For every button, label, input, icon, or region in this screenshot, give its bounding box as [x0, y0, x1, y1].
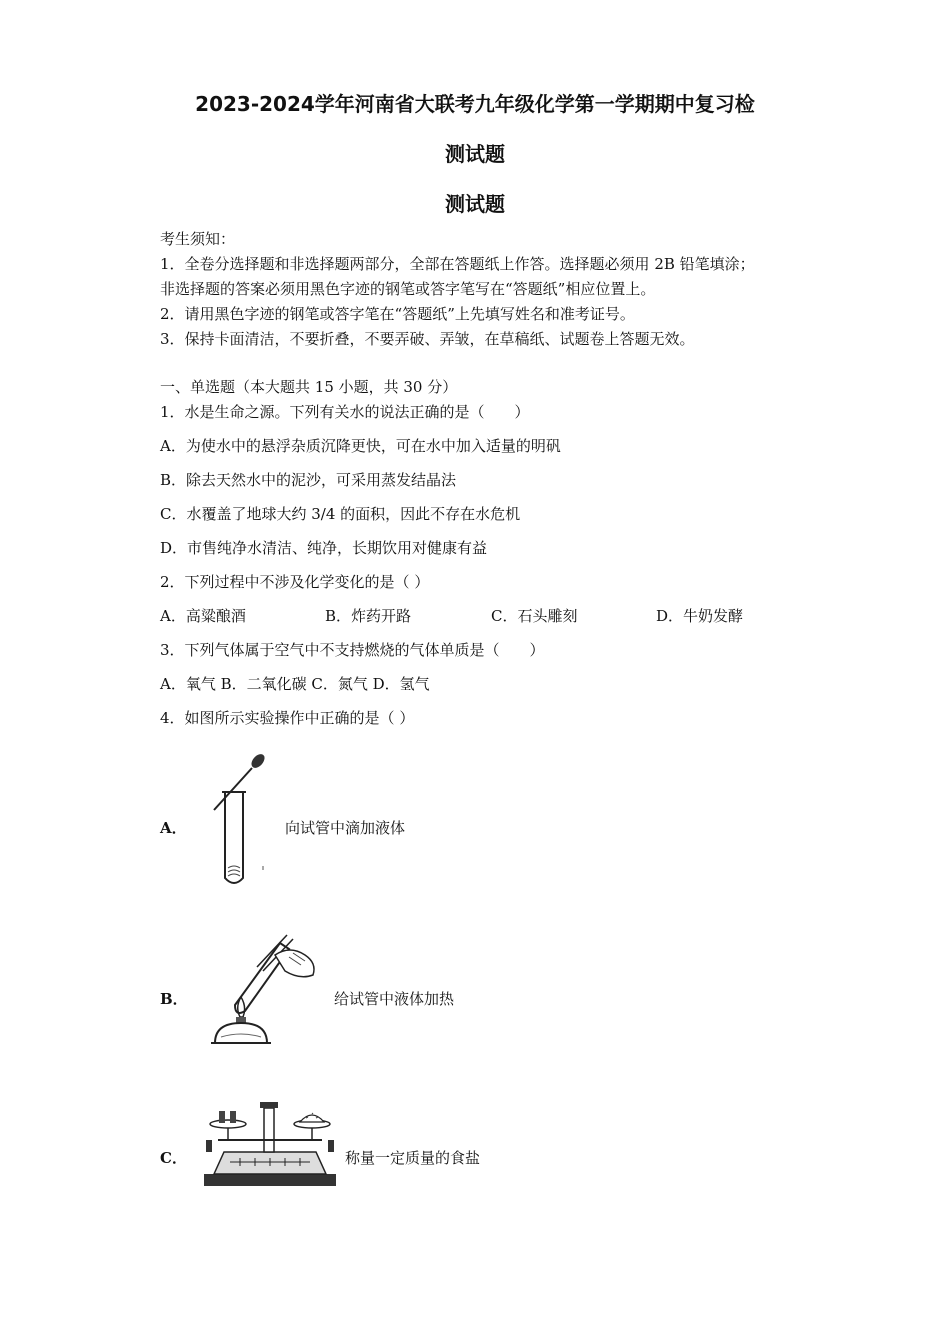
q1-stem: 1．水是生命之源。下列有关水的说法正确的是（ ） [160, 403, 530, 421]
heating-test-tube-figure [205, 925, 330, 1050]
exam-title-line3: 测试题 [445, 192, 505, 216]
q2-option-a: A．高粱酿酒 [160, 607, 246, 625]
q3-stem: 3．下列气体属于空气中不支持燃烧的气体单质是（ ） [160, 641, 545, 659]
notice-item-2: 2．请用黑色字迹的钢笔或答字笔在“答题纸”上先填写姓名和准考证号。 [160, 305, 635, 323]
q4-option-b-label: B． [160, 990, 188, 1008]
q4-option-c-label: C． [160, 1149, 187, 1167]
balance-scale-figure [200, 1100, 340, 1192]
dropper-test-tube-figure [200, 750, 275, 895]
q4-option-c-caption: 称量一定质量的食盐 [345, 1149, 481, 1167]
q1-option-d: D．市售纯净水清洁、纯净，长期饮用对健康有益 [160, 539, 488, 557]
exam-title-line1: 2023-2024学年河南省大联考九年级化学第一学期期中复习检 [195, 92, 755, 116]
q1-option-c: C．水覆盖了地球大约 3/4 的面积，因此不存在水危机 [160, 505, 521, 523]
q4-option-a-caption: 向试管中滴加液体 [285, 819, 406, 837]
q1-option-b: B．除去天然水中的泥沙，可采用蒸发结晶法 [160, 471, 457, 489]
notice-item-1b: 非选择题的答案必须用黑色字迹的钢笔或答字笔写在“答题纸”相应位置上。 [160, 280, 656, 298]
q4-option-b-caption: 给试管中液体加热 [334, 990, 455, 1008]
q2-option-d: D．牛奶发酵 [656, 607, 744, 625]
notice-item-1a: 1．全卷分选择题和非选择题两部分，全部在答题纸上作答。选择题必须用 2B 铅笔填涂； [160, 255, 755, 273]
q2-option-b: B．炸药开路 [325, 607, 412, 625]
q3-options: A．氧气 B．二氧化碳 C．氮气 D．氢气 [160, 675, 430, 693]
notice-heading: 考生须知： [160, 230, 236, 248]
q2-stem: 2．下列过程中不涉及化学变化的是（ ） [160, 573, 430, 591]
q1-option-a: A．为使水中的悬浮杂质沉降更快，可在水中加入适量的明矾 [160, 437, 561, 455]
exam-title-line2: 测试题 [445, 142, 505, 166]
q2-option-c: C．石头雕刻 [491, 607, 578, 625]
q4-stem: 4．如图所示实验操作中正确的是（ ） [160, 709, 415, 727]
section-heading: 一、单选题（本大题共 15 小题，共 30 分） [160, 378, 458, 396]
q4-option-a-label: A． [160, 819, 187, 837]
notice-item-3: 3．保持卡面清洁，不要折叠，不要弄破、弄皱，在草稿纸、试题卷上答题无效。 [160, 330, 695, 348]
